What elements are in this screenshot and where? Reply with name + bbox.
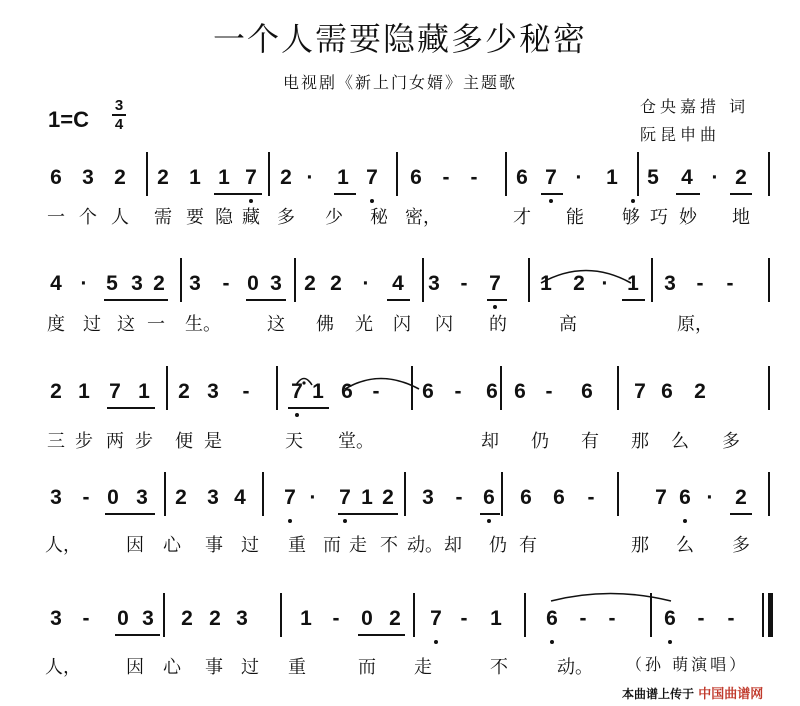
note: 2 bbox=[694, 380, 706, 403]
lyric-syllable: 而 bbox=[323, 535, 341, 556]
lyric-syllable: 那 bbox=[631, 431, 649, 452]
lyric-syllable: 一 bbox=[47, 207, 65, 228]
note: - bbox=[579, 607, 587, 630]
lyric-syllable: 么 bbox=[671, 431, 689, 452]
time-signature-bottom: 4 bbox=[114, 116, 124, 133]
note: 1 bbox=[189, 166, 201, 189]
note: 3 bbox=[142, 607, 154, 630]
lyric-syllable: 度 bbox=[47, 314, 65, 335]
note: 6 bbox=[664, 607, 676, 630]
note: 2 bbox=[114, 166, 126, 189]
lyric-syllable: 却 bbox=[481, 431, 499, 452]
lyric-syllable: 多 bbox=[277, 207, 295, 228]
note: · bbox=[80, 272, 88, 295]
lyric-syllable: 事 bbox=[205, 657, 223, 678]
note: 0 bbox=[247, 272, 259, 295]
lyric-syllable: 有 bbox=[519, 535, 537, 556]
key-signature: 1=C bbox=[48, 107, 89, 132]
note: 3 bbox=[189, 272, 201, 295]
note: 7 bbox=[284, 486, 296, 509]
lyric-syllable: 隐 bbox=[215, 207, 233, 228]
slur bbox=[551, 594, 671, 602]
lyric-syllable: 多 bbox=[722, 431, 740, 452]
lyric-syllable: 光 bbox=[355, 314, 373, 335]
lyric-syllable: 藏 bbox=[242, 207, 260, 228]
note: 0 bbox=[107, 486, 119, 509]
note: - bbox=[697, 607, 705, 630]
note: 7 bbox=[545, 166, 557, 189]
note: · bbox=[601, 272, 609, 295]
lyric-syllable: 个 bbox=[79, 207, 97, 228]
note: - bbox=[454, 380, 462, 403]
lyric-syllable: 原， bbox=[677, 314, 713, 335]
note: · bbox=[309, 486, 317, 509]
note: 2 bbox=[735, 486, 747, 509]
note: 5 bbox=[106, 272, 118, 295]
note: 6 bbox=[553, 486, 565, 509]
note: 3 bbox=[131, 272, 143, 295]
time-signature-top: 3 bbox=[114, 97, 124, 114]
lyric-syllable: 堂。 bbox=[338, 431, 374, 452]
composer-credit: 阮昆申曲 bbox=[640, 125, 721, 144]
note: 3 bbox=[270, 272, 282, 295]
lyric-syllable: 佛 bbox=[316, 314, 334, 335]
note: - bbox=[332, 607, 340, 630]
lyric-syllable: 那 bbox=[631, 535, 649, 556]
lyric-syllable: 重 bbox=[288, 535, 306, 556]
note: - bbox=[372, 380, 380, 403]
note: 3 bbox=[50, 607, 62, 630]
note: 6 bbox=[50, 166, 62, 189]
lyric-syllable: 天 bbox=[285, 431, 303, 452]
note: - bbox=[587, 486, 595, 509]
lyric-syllable: 动。 bbox=[407, 535, 443, 556]
note: - bbox=[82, 607, 90, 630]
note: 2 bbox=[573, 272, 585, 295]
lyric-syllable: 心 bbox=[163, 657, 181, 678]
lyric-syllable: 人 bbox=[111, 207, 129, 228]
note: 6 bbox=[483, 486, 495, 509]
note: 0 bbox=[117, 607, 129, 630]
lyric-syllable: 密， bbox=[405, 207, 441, 228]
note: · bbox=[575, 166, 583, 189]
lyric-syllable: 么 bbox=[676, 535, 694, 556]
lyricist-credit: 仓央嘉措 词 bbox=[640, 97, 750, 116]
lyric-syllable: 不 bbox=[490, 657, 508, 678]
note: · bbox=[306, 166, 314, 189]
note: 4 bbox=[50, 272, 62, 295]
lyric-syllable: 走 bbox=[349, 535, 367, 556]
lyric-syllable: 闪 bbox=[393, 314, 411, 335]
lyric-syllable: 多 bbox=[732, 535, 750, 556]
note: 2 bbox=[157, 166, 169, 189]
note: 4 bbox=[681, 166, 693, 189]
lyric-syllable: 心 bbox=[163, 535, 181, 556]
lyric-syllable: 高 bbox=[559, 314, 577, 335]
note: - bbox=[460, 272, 468, 295]
note: - bbox=[242, 380, 250, 403]
note: 6 bbox=[679, 486, 691, 509]
note: 7 bbox=[245, 166, 257, 189]
note: - bbox=[222, 272, 230, 295]
note: - bbox=[545, 380, 553, 403]
note: 6 bbox=[516, 166, 528, 189]
lyric-syllable: 而 bbox=[358, 657, 376, 678]
note: 2 bbox=[280, 166, 292, 189]
note: 2 bbox=[153, 272, 165, 295]
note: 1 bbox=[627, 272, 639, 295]
note: 1 bbox=[606, 166, 618, 189]
note: 3 bbox=[428, 272, 440, 295]
note: 3 bbox=[664, 272, 676, 295]
lyric-syllable: 仍 bbox=[489, 535, 507, 556]
lyric-syllable: 事 bbox=[205, 535, 223, 556]
note: 7 bbox=[291, 380, 303, 403]
lyric-syllable: 重 bbox=[288, 657, 306, 678]
lyric-syllable: 这 bbox=[267, 314, 285, 335]
note: 4 bbox=[392, 272, 404, 295]
lyric-syllable: 有 bbox=[581, 431, 599, 452]
note: 3 bbox=[422, 486, 434, 509]
lyric-syllable: 能 bbox=[566, 207, 584, 228]
lyric-syllable: 才 bbox=[513, 207, 531, 228]
note: - bbox=[726, 272, 734, 295]
note: 2 bbox=[50, 380, 62, 403]
lyric-syllable: 便 bbox=[175, 431, 193, 452]
note: - bbox=[82, 486, 90, 509]
note: 2 bbox=[178, 380, 190, 403]
song-subtitle: 电视剧《新上门女婿》主题歌 bbox=[282, 73, 517, 92]
watermark-site: 中国曲谱网 bbox=[698, 687, 764, 702]
performer-note: （孙 萌演唱） bbox=[626, 655, 749, 674]
note: 7 bbox=[109, 380, 121, 403]
lyric-syllable: 闪 bbox=[435, 314, 453, 335]
note: 1 bbox=[138, 380, 150, 403]
note: 3 bbox=[207, 380, 219, 403]
note: 1 bbox=[490, 607, 502, 630]
note: - bbox=[470, 166, 478, 189]
lyric-syllable: 生。 bbox=[185, 314, 221, 335]
watermark bbox=[622, 683, 763, 702]
lyric-syllable: 步 bbox=[75, 431, 93, 452]
note: 6 bbox=[546, 607, 558, 630]
lyric-syllable: 不 bbox=[380, 535, 398, 556]
note: 1 bbox=[300, 607, 312, 630]
lyric-syllable: 巧 bbox=[650, 207, 668, 228]
lyric-syllable: 三 bbox=[47, 431, 65, 452]
note: 6 bbox=[410, 166, 422, 189]
note: 2 bbox=[175, 486, 187, 509]
note: 7 bbox=[430, 607, 442, 630]
note: 1 bbox=[540, 272, 552, 295]
note: 6 bbox=[581, 380, 593, 403]
note: 7 bbox=[339, 486, 351, 509]
note: 6 bbox=[661, 380, 673, 403]
note: 2 bbox=[181, 607, 193, 630]
lyric-syllable: 够 bbox=[622, 207, 640, 228]
note: 3 bbox=[50, 486, 62, 509]
lyric-syllable: 却 bbox=[444, 535, 462, 556]
note: 4 bbox=[234, 486, 246, 509]
note: 1 bbox=[218, 166, 230, 189]
lyric-syllable: 过 bbox=[83, 314, 101, 335]
note: 0 bbox=[361, 607, 373, 630]
note: 6 bbox=[341, 380, 353, 403]
note: 2 bbox=[330, 272, 342, 295]
lyric-syllable: 过 bbox=[241, 535, 259, 556]
slur bbox=[541, 271, 631, 284]
lyric-syllable: 因 bbox=[126, 535, 144, 556]
slur bbox=[345, 379, 419, 390]
lyric-syllable: 少 bbox=[325, 207, 343, 228]
note: 2 bbox=[209, 607, 221, 630]
note: 5 bbox=[647, 166, 659, 189]
fermata-dot bbox=[302, 381, 305, 384]
lyric-syllable: 要 bbox=[186, 207, 204, 228]
note: - bbox=[608, 607, 616, 630]
note: · bbox=[711, 166, 719, 189]
note: 3 bbox=[236, 607, 248, 630]
note: 7 bbox=[634, 380, 646, 403]
note: - bbox=[696, 272, 704, 295]
lyric-syllable: 过 bbox=[241, 657, 259, 678]
note: 6 bbox=[514, 380, 526, 403]
song-title: 一个人需要隐藏多少秘密 bbox=[212, 20, 587, 58]
note: 3 bbox=[136, 486, 148, 509]
lyric-syllable: 这 bbox=[117, 314, 135, 335]
lyric-syllable: 两 bbox=[106, 431, 124, 452]
note: 2 bbox=[389, 607, 401, 630]
note: · bbox=[362, 272, 370, 295]
note: 6 bbox=[520, 486, 532, 509]
note: 6 bbox=[422, 380, 434, 403]
lyric-syllable: 一 bbox=[147, 314, 165, 335]
note: - bbox=[727, 607, 735, 630]
note: 2 bbox=[382, 486, 394, 509]
lyric-syllable: 是 bbox=[204, 431, 222, 452]
note: 1 bbox=[337, 166, 349, 189]
note: · bbox=[706, 486, 714, 509]
note: 3 bbox=[82, 166, 94, 189]
note: 2 bbox=[304, 272, 316, 295]
note: 6 bbox=[486, 380, 498, 403]
lyric-syllable: 仍 bbox=[531, 431, 549, 452]
lyric-syllable: 人， bbox=[45, 657, 81, 678]
note: 2 bbox=[735, 166, 747, 189]
note: 1 bbox=[312, 380, 324, 403]
lyric-syllable: 秘 bbox=[370, 207, 388, 228]
lyric-syllable: 动。 bbox=[557, 657, 593, 678]
note: - bbox=[442, 166, 450, 189]
note: 1 bbox=[78, 380, 90, 403]
lyric-syllable: 的 bbox=[489, 314, 507, 335]
lyric-syllable: 需 bbox=[154, 207, 172, 228]
lyric-syllable: 步 bbox=[135, 431, 153, 452]
note: 3 bbox=[207, 486, 219, 509]
note: 7 bbox=[366, 166, 378, 189]
note: 1 bbox=[361, 486, 373, 509]
lyric-syllable: 妙 bbox=[679, 207, 697, 228]
note: 7 bbox=[655, 486, 667, 509]
lyric-syllable: 地 bbox=[732, 207, 750, 228]
watermark-text: 本曲谱上传于 bbox=[622, 687, 695, 701]
lyric-syllable: 人， bbox=[45, 535, 81, 556]
lyric-syllable: 走 bbox=[414, 657, 432, 678]
note: - bbox=[455, 486, 463, 509]
note: 7 bbox=[489, 272, 501, 295]
note: - bbox=[460, 607, 468, 630]
lyric-syllable: 因 bbox=[126, 657, 144, 678]
